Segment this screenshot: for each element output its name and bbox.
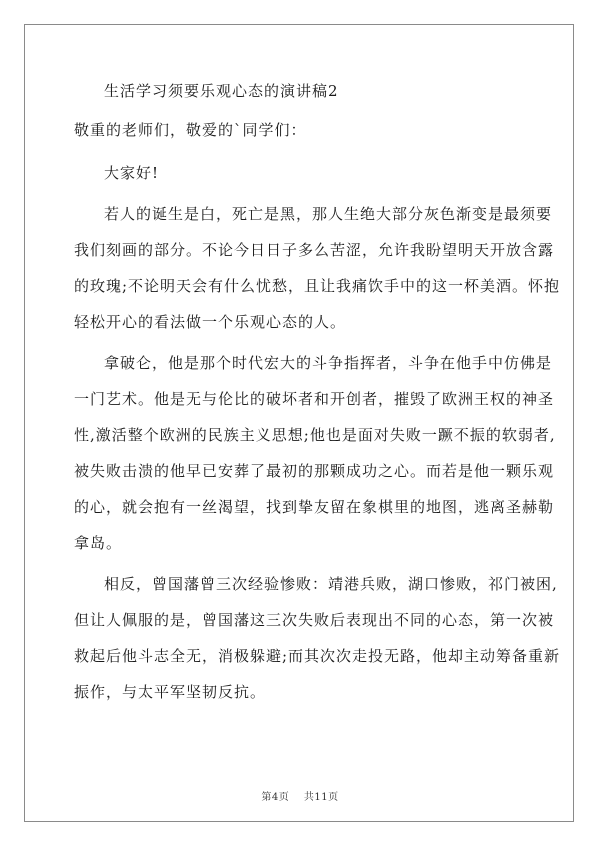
greeting: 大家好! [104,164,160,182]
paragraph-line: 一门艺术。他是无与伦比的破坏者和开创者，摧毁了欧洲王权的神圣 [74,390,555,408]
paragraph-line: 拿破仑，他是那个时代宏大的斗争指挥者，斗争在他手中仿佛是 [104,354,553,372]
page-footer [0,788,600,803]
document-body [74,82,561,702]
page-number: 第4页 共11页 [261,792,339,803]
paragraph-line: 的心，就会抱有一丝渴望，找到挚友留在象棋里的地图，逃离圣赫勒 [74,498,555,516]
paragraph-line: 救起后他斗志全无，消极躲避;而其次次走投无路，他却主动筹备重新 [74,647,561,665]
paragraph-1 [74,205,561,332]
paragraph-line: 我们刻画的部分。不论今日日子多么苦涩，允许我盼望明天开放含露 [74,241,555,259]
paragraph-line: 若人的诞生是白，死亡是黑，那人生绝大部分灰色渐变是最须要 [104,205,553,223]
paragraph-line: 但让人佩服的是，曾国藩这三次失败后表现出不同的心态，第一次被 [74,611,555,629]
paragraph-line: 被失败击溃的他早已安葬了最初的那颗成功之心。而若是他一颗乐观 [74,462,555,480]
paragraph-line: 振作，与太平军坚韧反抗。 [74,683,267,701]
paragraph-line: 轻松开心的看法做一个乐观心态的人。 [74,313,347,331]
paragraph-line: 相反，曾国藩曾三次经验惨败：靖港兵败，湖口惨败，祁门被困, [104,575,558,593]
paragraph-3 [74,575,561,702]
paragraph-2 [74,354,556,553]
paragraph-line: 拿岛。 [74,534,123,552]
document-title: 生活学习须要乐观心态的演讲稿2 [104,82,339,100]
salutation: 敬重的老师们，敬爱的`同学们： [74,121,307,139]
paragraph-line: 性,激活整个欧洲的民族主义思想;他也是面对失败一蹶不振的软弱者, [74,426,556,444]
paragraph-line: 的玫瑰;不论明天会有什么忧愁，且让我痛饮手中的这一杯美酒。怀抱 [74,277,561,295]
